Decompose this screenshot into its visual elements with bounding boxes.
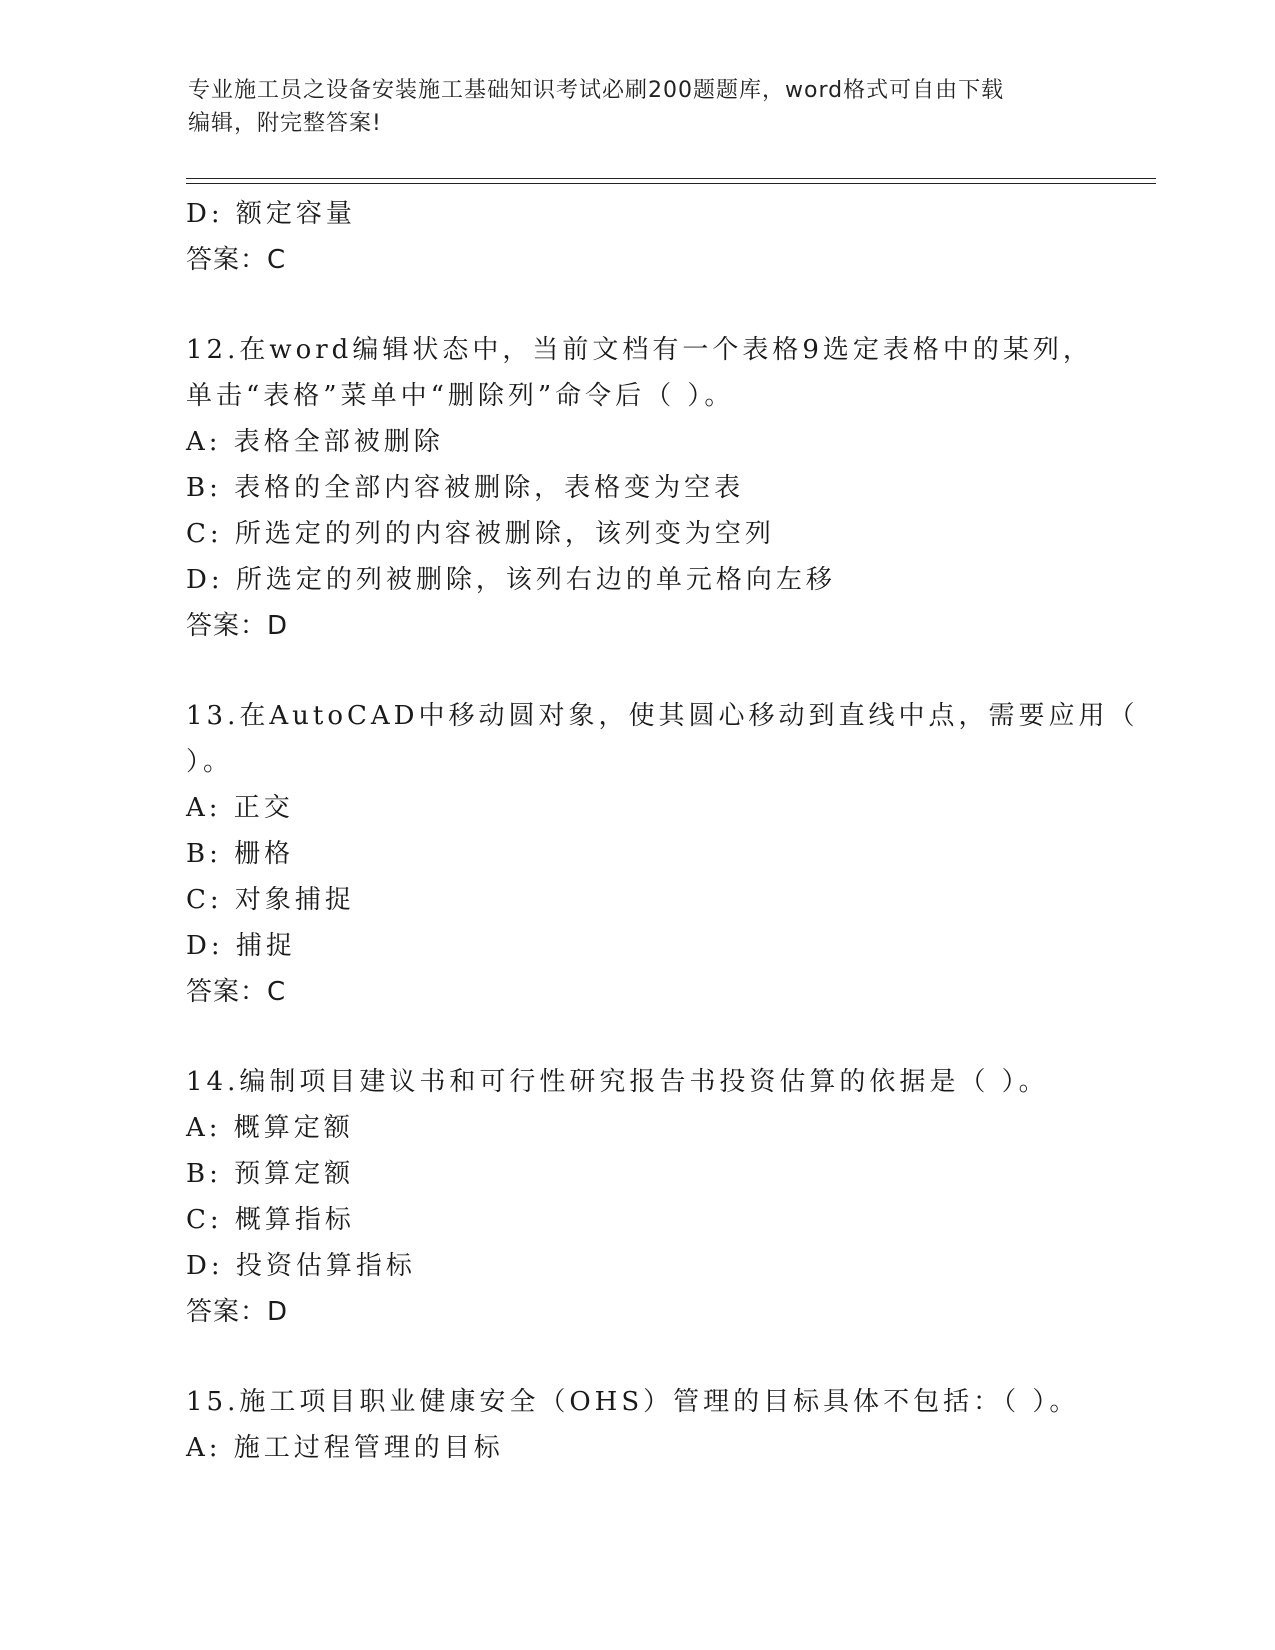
- header-double-rule: [186, 178, 1156, 184]
- question-15: [186, 1379, 1086, 1471]
- document-body: [186, 191, 1139, 1471]
- question-14: [186, 1059, 1086, 1335]
- option-a: A: 表格全部被删除: [186, 427, 444, 457]
- question-stem-line-1: 12.在word编辑状态中，当前文档有一个表格9选定表格中的某列，: [186, 335, 1093, 365]
- header-title-line-2: 编辑，附完整答案!: [188, 111, 382, 136]
- answer-text: 答案：D: [186, 611, 289, 641]
- answer-text: 答案：D: [186, 1297, 289, 1327]
- option-a: A: 概算定额: [186, 1113, 354, 1143]
- option-b: B: 预算定额: [186, 1159, 355, 1189]
- option-b: B: 栅格: [186, 839, 295, 869]
- option-d: D: 投资估算指标: [186, 1251, 416, 1281]
- option-d: D: 所选定的列被删除，该列右边的单元格向左移: [186, 565, 836, 595]
- answer-text: 答案：C: [186, 977, 287, 1007]
- option-d: D: 额定容量: [186, 199, 356, 229]
- header-title-line-1: 专业施工员之设备安装施工基础知识考试必刷200题题库，word格式可自由下载: [188, 78, 1005, 103]
- document-header: [188, 74, 1088, 140]
- question-stem-line-1: 15.施工项目职业健康安全（OHS）管理的目标具体不包括：（ ）。: [186, 1387, 1080, 1417]
- question-stem-line-2: ）。: [186, 747, 234, 777]
- option-d: D: 捕捉: [186, 931, 296, 961]
- question-stem-line-1: 14.编制项目建议书和可行性研究报告书投资估算的依据是（ ）。: [186, 1067, 1049, 1097]
- option-a: A: 施工过程管理的目标: [186, 1433, 504, 1463]
- question-stem-line-1: 13.在AutoCAD中移动圆对象，使其圆心移动到直线中点，需要应用（: [186, 701, 1139, 731]
- option-c: C: 对象捕捉: [186, 885, 355, 915]
- answer-text: 答案：C: [186, 245, 287, 275]
- question-13: [186, 693, 1139, 1015]
- question-12: [186, 327, 1093, 649]
- question-stem-line-2: 单击“表格”菜单中“删除列”命令后（ ）。: [186, 381, 735, 411]
- option-a: A: 正交: [186, 793, 294, 823]
- option-b: B: 表格的全部内容被删除，表格变为空表: [186, 473, 745, 503]
- option-c: C: 所选定的列的内容被删除，该列变为空列: [186, 519, 775, 549]
- option-c: C: 概算指标: [186, 1205, 355, 1235]
